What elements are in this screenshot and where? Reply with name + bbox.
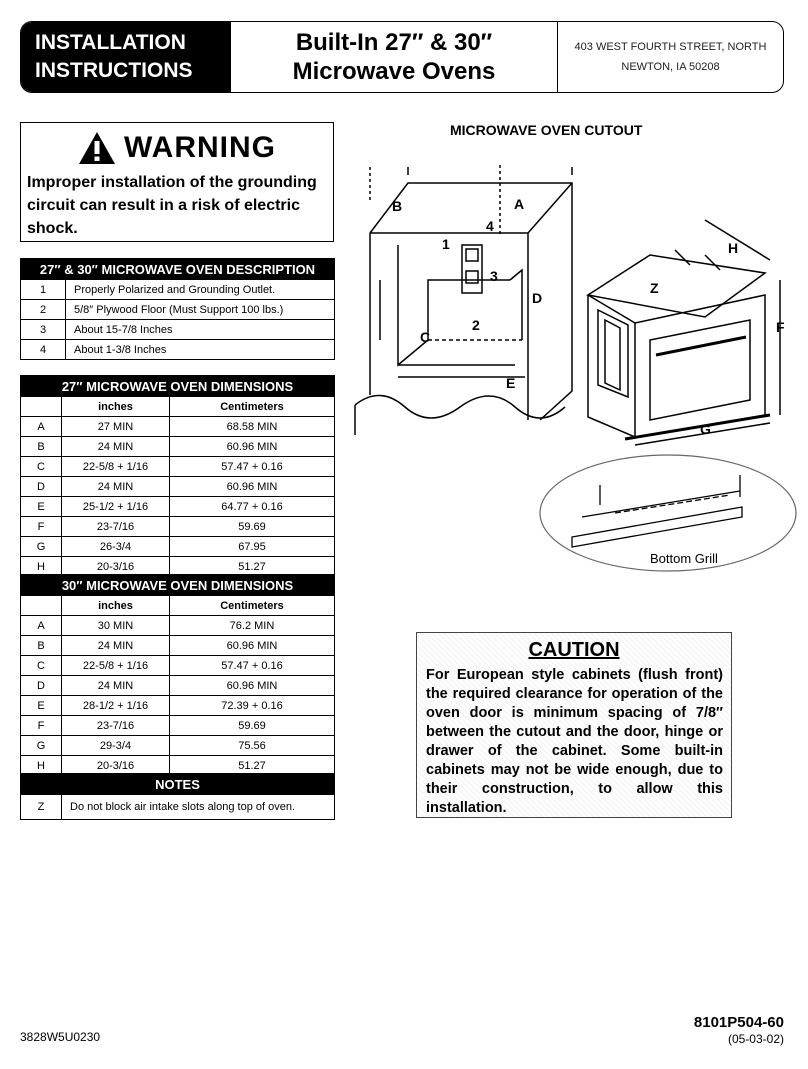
- label-z: Z: [650, 280, 659, 296]
- address-line2: NEWTON, IA 50208: [621, 61, 720, 73]
- table-row: [21, 477, 335, 497]
- table-row: [21, 417, 335, 437]
- dim-inches: 24 MIN: [62, 676, 170, 696]
- dim-cm: 60.96 MIN: [170, 676, 335, 696]
- dim-cm: 57.47 + 0.16: [170, 656, 335, 676]
- dim-inches: 24 MIN: [62, 636, 170, 656]
- dim-key: H: [21, 756, 62, 776]
- dim-inches: 22-5/8 + 1/16: [62, 457, 170, 477]
- warning-text: Improper installation of the grounding circuit can result in a risk of electric shock.: [27, 174, 317, 237]
- footer-code: 3828W5U0230: [20, 1030, 101, 1044]
- header-address: [558, 22, 783, 92]
- address-line1: 403 WEST FOURTH STREET, NORTH: [574, 41, 767, 53]
- grill-label: Bottom Grill: [650, 551, 718, 566]
- row-number: 1: [21, 280, 66, 300]
- table-row: [21, 457, 335, 477]
- label-2: 2: [472, 317, 480, 333]
- dim-inches: 25-1/2 + 1/16: [62, 497, 170, 517]
- label-e: E: [506, 375, 516, 391]
- dim-key: C: [21, 656, 62, 676]
- row-text: About 1-3/8 Inches: [66, 340, 335, 360]
- table-row: [21, 676, 335, 696]
- dim-key: D: [21, 477, 62, 497]
- dims30-table: [20, 574, 335, 776]
- description-table: [20, 258, 335, 360]
- row-text: About 15-7/8 Inches: [66, 320, 335, 340]
- table-row: [21, 497, 335, 517]
- row-number: 2: [21, 300, 66, 320]
- dim-cm: 67.95: [170, 537, 335, 557]
- warning-triangle-icon: [78, 131, 116, 165]
- table-row: [21, 616, 335, 636]
- table-row: [21, 716, 335, 736]
- header-title: [231, 22, 558, 92]
- dim-inches: 30 MIN: [62, 616, 170, 636]
- dim-cm: 72.39 + 0.16: [170, 696, 335, 716]
- table-row: [21, 340, 335, 360]
- label-1: 1: [442, 236, 450, 252]
- dim-inches: 20-3/16: [62, 756, 170, 776]
- label-f: F: [776, 319, 785, 335]
- notes-title: NOTES: [21, 774, 335, 795]
- dim-key: E: [21, 696, 62, 716]
- label-3: 3: [490, 268, 498, 284]
- table-row: [21, 736, 335, 756]
- label-4: 4: [486, 218, 494, 234]
- notes-table: [20, 773, 335, 820]
- part-number: 8101P504-60: [693, 1014, 784, 1031]
- dim-key: F: [21, 716, 62, 736]
- dim-cm: 57.47 + 0.16: [170, 457, 335, 477]
- dim-key: G: [21, 537, 62, 557]
- table-row: [21, 280, 335, 300]
- corner-cell: [21, 397, 62, 417]
- dim-cm: 60.96 MIN: [170, 636, 335, 656]
- label-d: D: [532, 290, 543, 306]
- dim-cm: 68.58 MIN: [170, 417, 335, 437]
- dims27-title: 27″ MICROWAVE OVEN DIMENSIONS: [21, 376, 335, 397]
- dim-key: A: [21, 616, 62, 636]
- table-row: [21, 320, 335, 340]
- dims30-title: 30″ MICROWAVE OVEN DIMENSIONS: [21, 575, 335, 596]
- caution-title: CAUTION: [528, 639, 620, 661]
- dim-cm: 60.96 MIN: [170, 477, 335, 497]
- dim-cm: 59.69: [170, 716, 335, 736]
- row-number: 3: [21, 320, 66, 340]
- label-a: A: [514, 196, 525, 212]
- corner-cell: [21, 596, 62, 616]
- dim-inches: 28-1/2 + 1/16: [62, 696, 170, 716]
- header-title-line1: Built-In 27″ & 30″: [295, 29, 493, 56]
- dim-key: H: [21, 557, 62, 577]
- dim-cm: 60.96 MIN: [170, 437, 335, 457]
- table-row: [21, 517, 335, 537]
- note-text: Do not block air intake slots along top of oven.: [62, 795, 335, 820]
- dim-key: C: [21, 457, 62, 477]
- dim-cm: 75.56: [170, 736, 335, 756]
- row-number: 4: [21, 340, 66, 360]
- dims27-table: [20, 375, 335, 577]
- revision-date: (05-03-02): [727, 1032, 784, 1046]
- dim-inches: 24 MIN: [62, 437, 170, 457]
- label-b: B: [392, 198, 403, 214]
- dim-key: G: [21, 736, 62, 756]
- warning-title: WARNING: [124, 131, 276, 164]
- col-cm: Centimeters: [170, 397, 335, 417]
- col-cm: Centimeters: [170, 596, 335, 616]
- dim-key: F: [21, 517, 62, 537]
- header-badge-line2: INSTRUCTIONS: [35, 59, 193, 82]
- row-text: 5/8″ Plywood Floor (Must Support 100 lbs.): [66, 300, 335, 320]
- dim-key: B: [21, 437, 62, 457]
- header: [20, 21, 784, 93]
- dim-inches: 22-5/8 + 1/16: [62, 656, 170, 676]
- dim-inches: 23-7/16: [62, 716, 170, 736]
- header-title-line2: Microwave Ovens: [292, 58, 496, 85]
- dim-inches: 23-7/16: [62, 517, 170, 537]
- caution-box: [416, 632, 732, 818]
- caution-text: For European style cabinets (flush front) the required clearance for operation of the oven door is minimum spacing of 7/8″ between the cutout and the door, hinge or drawer of the cabinet. Some built-in cabinets may not be wide enough, due to their construction, to allow this installation.: [426, 667, 723, 816]
- cutout-diagram: [350, 145, 800, 585]
- dim-cm: 51.27: [170, 756, 335, 776]
- table-row: [21, 300, 335, 320]
- dim-cm: 76.2 MIN: [170, 616, 335, 636]
- table-row: [21, 636, 335, 656]
- dim-key: A: [21, 417, 62, 437]
- description-title: 27″ & 30″ MICROWAVE OVEN DESCRIPTION: [21, 259, 335, 280]
- diagram-title: MICROWAVE OVEN CUTOUT: [450, 122, 643, 138]
- col-inches: inches: [62, 596, 170, 616]
- dim-cm: 59.69: [170, 517, 335, 537]
- table-row: [21, 537, 335, 557]
- label-h: H: [728, 240, 739, 256]
- dim-key: E: [21, 497, 62, 517]
- header-badge: [21, 22, 231, 92]
- label-c: C: [420, 329, 431, 345]
- label-g: G: [700, 421, 711, 437]
- dim-inches: 26-3/4: [62, 537, 170, 557]
- table-row: [21, 795, 335, 820]
- dim-key: D: [21, 676, 62, 696]
- table-row: [21, 696, 335, 716]
- warning-box: [20, 122, 334, 242]
- dim-inches: 24 MIN: [62, 477, 170, 497]
- row-text: Properly Polarized and Grounding Outlet.: [66, 280, 335, 300]
- table-row: [21, 656, 335, 676]
- dim-cm: 51.27: [170, 557, 335, 577]
- note-key: Z: [21, 795, 62, 820]
- col-inches: inches: [62, 397, 170, 417]
- header-badge-line1: INSTALLATION: [35, 31, 186, 54]
- dim-key: B: [21, 636, 62, 656]
- dim-inches: 29-3/4: [62, 736, 170, 756]
- dim-inches: 20-3/16: [62, 557, 170, 577]
- dim-inches: 27 MIN: [62, 417, 170, 437]
- dim-cm: 64.77 + 0.16: [170, 497, 335, 517]
- table-row: [21, 437, 335, 457]
